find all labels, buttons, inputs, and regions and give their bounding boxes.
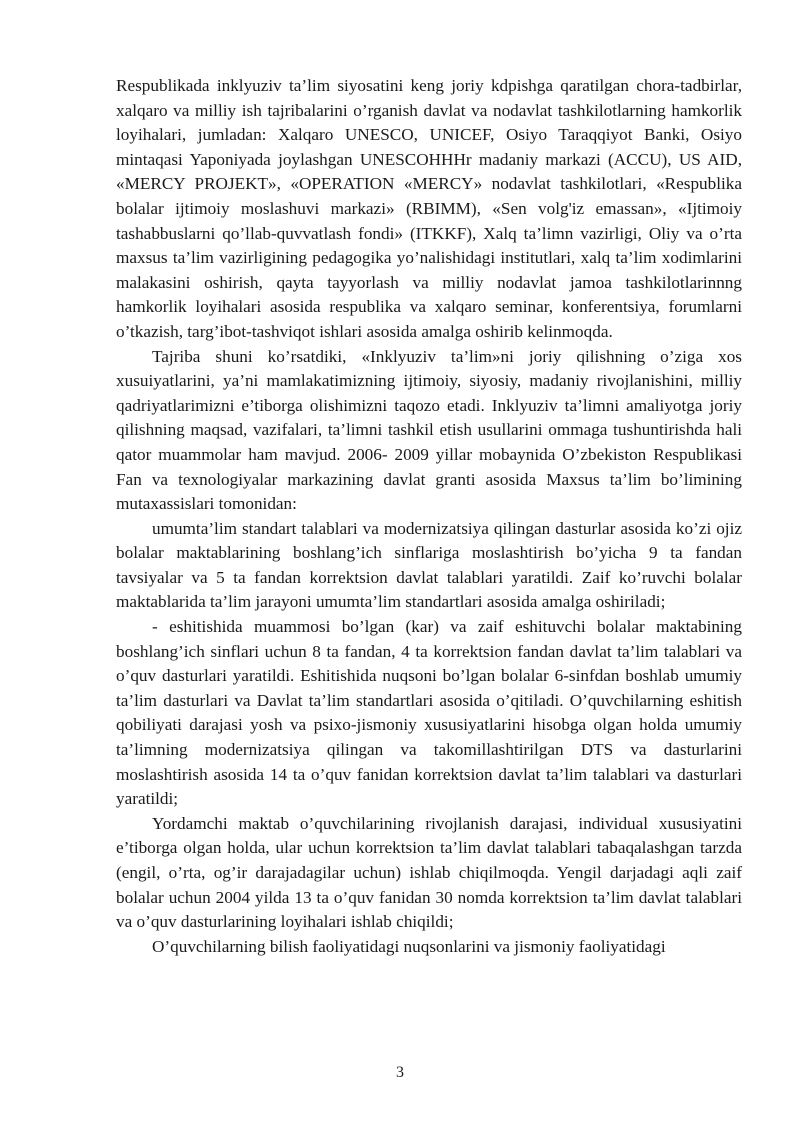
- paragraph: Respublikada inklyuziv ta’lim siyosatini keng joriy kdpishga qaratilgan chora-tadbirlar, xalqaro va milliy ish tajribalarini o’rganish davlat va nodavlat tashkilotlarning hamkorlik loyihalari, jumladan: Xalqaro UNESCO, UNICEF, Osiyo Taraqqiyot Banki, Osiyo mintaqasi Yaponiyada joylashgan UNESCOHHHr madaniy markazi (ACCU), US AID, «MERCY PROJEKT», «OPERATION «MERCY» nodavlat tashkilotlari, «Respublika bolalar ijtimoiy moslashuvi markazi» (RBIMM), «Sen volg'iz emassan», «Ijtimoiy tashabbuslarni qo’llab-quvvatlash fondi» (ITKKF), Xalq ta’limn vazirligi, Oliy va o’rta maxsus ta’lim vazirligining pedagogika yo’nalishidagi institutlari, xalq ta’lim xodimlarini malakasini oshirish, qayta tayyorlash va milliy nodavlat jamoa tashkilotlarinnng hamkorlik loyihalari asosida respublika va xalqaro seminar, konferentsiya, forumlarni o’tkazish, targ’ibot-tashviqot ishlari asosida amalga oshirib kelinmoqda.: [116, 76, 742, 341]
- paragraph: Yordamchi maktab o’quvchilarining rivojlanish darajasi, individual xususiyatini e’tiborga olgan holda, ular uchun korrektsion ta’lim davlat talablari tabaqalashgan tarzda (engil, o’rta, og’ir darajadagilar uchun) ishlab chiqilmoqda. Yengil darjadagi aqli zaif bolalar uchun 2004 yilda 13 ta o’quv fanidan 30 nomda korrektsion ta’lim davlat talablari va o’quv dasturlarining loyihalari ishlab chiqildi;: [116, 813, 742, 932]
- paragraph: umumta’lim standart talablari va modernizatsiya qilingan dasturlar asosida ko’zi ojiz bolalar maktablarining boshlang’ich sinflariga moslashtirish bo’yicha 9 ta fandan tavsiyalar va 5 ta fandan korrektsion davlat talablari yaratildi. Zaif ko’ruvchi bolalar maktablarida ta’lim jarayoni umumta’lim standartlari asosida amalga oshiriladi;: [116, 518, 742, 612]
- paragraph: - eshitishida muammosi bo’lgan (kar) va zaif eshituvchi bolalar maktabining boshlang’ich sinflari uchun 8 ta fandan, 4 ta korrektsion fandan davlat ta’lim talablari va o’quv dasturlari yaratildi. Eshitishida nuqsoni bo’lgan bolalar 6-sinfdan boshlab umumiy ta’lim dasturlari va Davlat ta’lim standartlari asosida o’qitiladi. O’quvchilarning eshitish qobiliyati darajasi yosh va psixo-jismoniy xususiyatlarini hisobga olgan holda umumiy ta’limning modernizatsiya qilingan va takomillashtirilgan DTS va dasturlarini moslashtirish asosida 14 ta o’quv fanidan korrektsion davlat ta’lim talablari va dasturlari yaratildi;: [116, 617, 742, 809]
- paragraph: Tajriba shuni ko’rsatdiki, «Inklyuziv ta’lim»ni joriy qilishning o’ziga xos xusuiyatlarini, ya’ni mamlakatimizning ijtimoiy, siyosiy, madaniy rivojlanishini, milliy qadriyatlarimizni e’tiborga olishimizni taqozo etadi. Inklyuziv ta’limni amaliyotga joriy qilishning maqsad, vazifalari, ta’limni tashkil etish usullarini ommaga tushuntirishda hali qator muammolar ham mavjud. 2006- 2009 yillar mobaynida O’zbekiston Respublikasi Fan va texnologiyalar markazining davlat granti asosida Maxsus ta’lim bo’limining mutaxassislari tomonidan:: [116, 346, 742, 514]
- paragraph: O’quvchilarning bilish faoliyatidagi nuqsonlarini va jismoniy faoliyatidagi: [152, 936, 666, 956]
- page-number: 3: [396, 1064, 404, 1081]
- body-text: [116, 74, 742, 959]
